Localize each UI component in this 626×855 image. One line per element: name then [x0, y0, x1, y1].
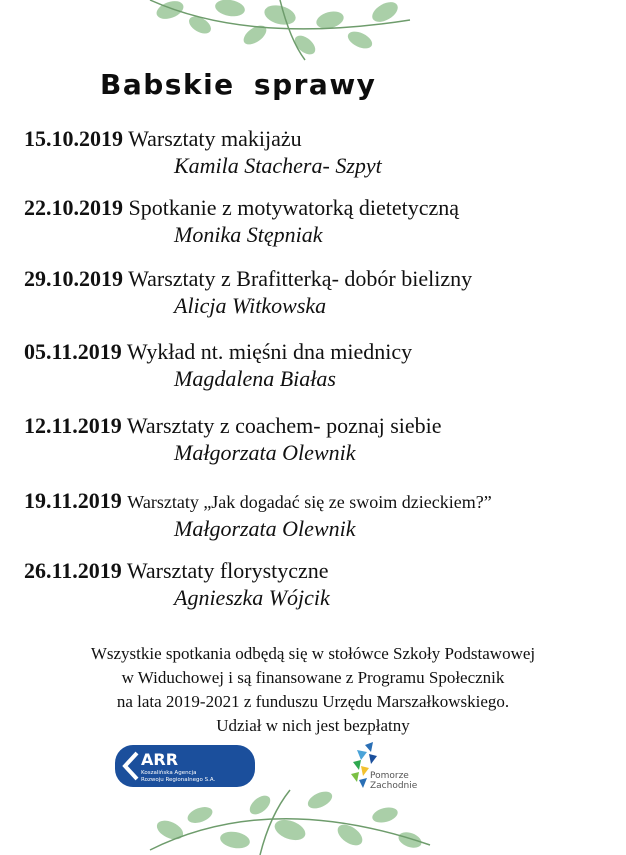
event-line [24, 488, 614, 515]
event-description: Wykład nt. mięśni dna miednicy [126, 339, 413, 364]
arr-logo-line1: Koszalińska Agencja [141, 770, 197, 776]
event-line [24, 195, 614, 221]
event-item [24, 339, 614, 393]
event-line [24, 339, 614, 365]
event-date: 29.10.2019 [24, 266, 123, 291]
event-item [24, 266, 614, 320]
event-date: 26.11.2019 [24, 558, 122, 583]
arr-logo-line2: Rozwoju Regionalnego S.A. [141, 777, 216, 783]
footer-line: Wszystkie spotkania odbędą się w stołówce Szkoły Podstawowej [90, 644, 536, 663]
leaves-decoration-bottom [140, 770, 440, 855]
page-title: Babskie sprawy [100, 68, 377, 101]
event-description: Warsztaty florystyczne [126, 558, 329, 583]
pomorze-line1: Pomorze [370, 771, 409, 781]
event-line [24, 126, 614, 152]
event-item [24, 488, 614, 543]
event-line [24, 266, 614, 292]
event-line [24, 558, 614, 584]
event-description: Warsztaty z coachem- poznaj siebie [126, 413, 442, 438]
event-host: Małgorzata Olewnik [174, 516, 356, 541]
event-item [24, 195, 614, 249]
event-host: Alicja Witkowska [174, 293, 327, 318]
footer-line: Udział w nich jest bezpłatny [216, 716, 410, 735]
event-date: 19.11.2019 [24, 488, 122, 513]
footer-line: na lata 2019-2021 z funduszu Urzędu Marszałkowskiego. [116, 692, 510, 711]
event-description: Warsztaty makijażu [128, 126, 302, 151]
event-host: Kamila Stachera- Szpyt [174, 153, 382, 178]
event-line [24, 413, 614, 439]
event-host: Magdalena Białas [174, 366, 336, 391]
event-host: Małgorzata Olewnik [174, 440, 356, 465]
footer-line: w Widuchowej i są finansowane z Programu Społecznik [121, 668, 505, 687]
event-item [24, 558, 614, 612]
event-date: 22.10.2019 [24, 195, 123, 220]
arr-logo-mark: ARR [141, 750, 179, 769]
event-description: Warsztaty z Brafitterką- dobór bielizny [128, 266, 473, 291]
leaves-decoration-top [130, 0, 430, 70]
event-item [24, 413, 614, 467]
event-date: 05.11.2019 [24, 339, 122, 364]
event-host: Agnieszka Wójcik [174, 585, 330, 610]
event-date: 12.11.2019 [24, 413, 122, 438]
footer-note [20, 642, 606, 738]
pomorze-line2: Zachodnie [370, 781, 418, 791]
event-item [24, 126, 614, 180]
event-description: Spotkanie z motywatorką dietetyczną [128, 195, 459, 220]
event-host: Monika Stępniak [174, 222, 323, 247]
event-description: Warsztaty „Jak dogadać się ze swoim dzieckiem?” [127, 492, 492, 512]
event-date: 15.10.2019 [24, 126, 123, 151]
